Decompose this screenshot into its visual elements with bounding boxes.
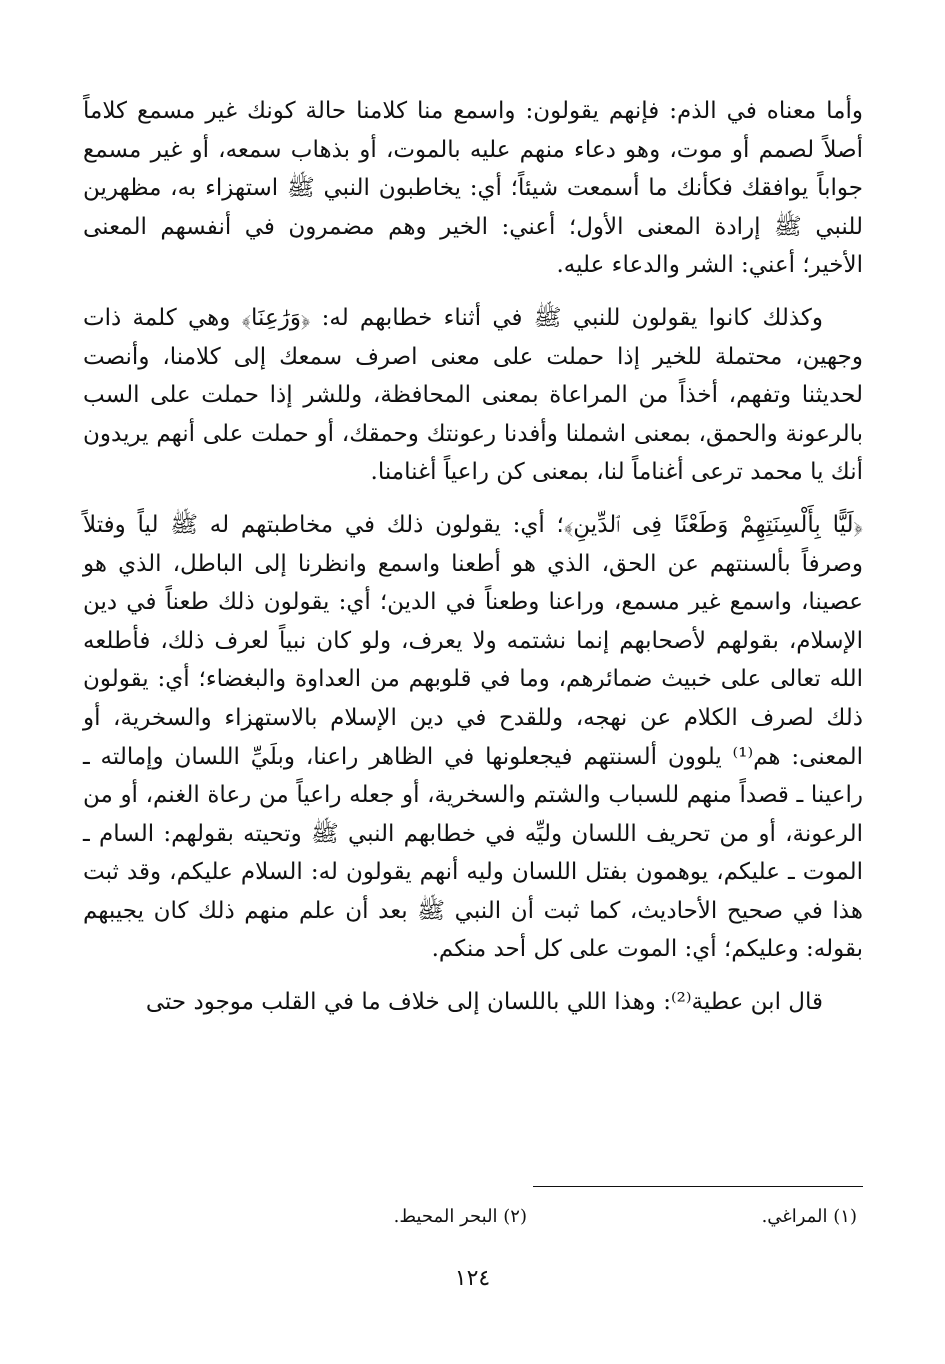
footnote-divider: [533, 1186, 863, 1187]
footnote-2: (٢) البحر المحيط.: [393, 1206, 527, 1227]
paragraph-4: قال ابن عطية⁽²⁾: وهذا اللي باللسان إلى خلاف ما في القلب موجود حتى: [145, 989, 823, 1016]
main-text: [83, 92, 863, 1036]
paragraph-2: وكذلك كانوا يقولون للنبي ﷺ في أثناء خطابهم له: ﴿وَرَٰعِنَا﴾ وهي كلمة ذات وجهين، محتملة للخير إذا حملت على معنى اصرف سمعك إلى كلامنا، وأنصت لحديثنا وتفهم، أخذاً من المراعاة بمعنى المحافظة، وللشر إذا حملت على السب بالرعونة والحمق، بمعنى اشملنا وأفدنا رعونتك وحمقك، أو حملت على أنهم يريدون أنك يا محمد ترعى أغناماً لنا، بمعنى كن راعياً أغنامنا.: [83, 304, 863, 486]
paragraph-1: وأما معناه في الذم: فإنهم يقولون: واسمع منا كلامنا حالة كونك غير مسمع كلاماً أصلاً لصمم أو موت، وهو دعاء منهم عليه بالموت، أو بذهاب سمعه، أو غير مسمع جواباً يوافقك فكأنك ما أسمعت شيئاً؛ أي: يخاطبون النبي ﷺ استهزاء به، مظهرين للنبي ﷺ إرادة المعنى الأول؛ أعني: الخير وهم مضمرون في أنفسهم المعنى الأخير؛ أعني: الشر والدعاء عليه.: [83, 98, 863, 279]
footnote-1: (١) المراغي.: [761, 1206, 857, 1227]
page-number: ١٢٤: [454, 1266, 491, 1291]
paragraph-3: ﴿لَيًّا بِأَلْسِنَتِهِمْ وَطَعْنًا فِى ٱلدِّينِ﴾؛ أي: يقولون ذلك في مخاطبتهم له ﷺ لياً وفتلاً وصرفاً بألسنتهم عن الحق، الذي هو أطعنا واسمع وانظرنا إلى الباطل، الذي هو عصينا، واسمع غير مسمع، وراعنا وطعناً في الدين؛ أي: يقولون ذلك طعناً في دين الإسلام، بقولهم لأصحابهم إنما نشتمه ولا يعرف، ولو كان نبياً لعرف ذلك، فأطلعه الله تعالى على خبيث ضمائرهم، وما في قلوبهم من العداوة والبغضاء؛ أي: يقولون ذلك لصرف الكلام عن نهجه، وللقدح في دين الإسلام بالاستهزاء والسخرية، أو المعنى: هم⁽¹⁾ يلوون ألسنتهم فيجعلونها في الظاهر راعنا، وبلَيِّ اللسان وإمالته ـ راعينا ـ قصداً منهم للسباب والشتم والسخرية، أو جعله راعياً من رعاة الغنم، أو من الرعونة، أو من تحريف اللسان وليِّه في خطابهم النبي ﷺ وتحيته بقولهم: السام ـ الموت ـ عليكم، يوهمون بفتل اللسان وليه أنهم يقولون له: السلام عليكم، وقد ثبت هذا في صحيح الأحاديث، كما ثبت أن النبي ﷺ بعد أن علم منهم ذلك كان يجيبهم بقوله: وعليكم؛ أي: الموت على كل أحد منكم.: [83, 511, 863, 963]
footnotes: [257, 1200, 857, 1234]
